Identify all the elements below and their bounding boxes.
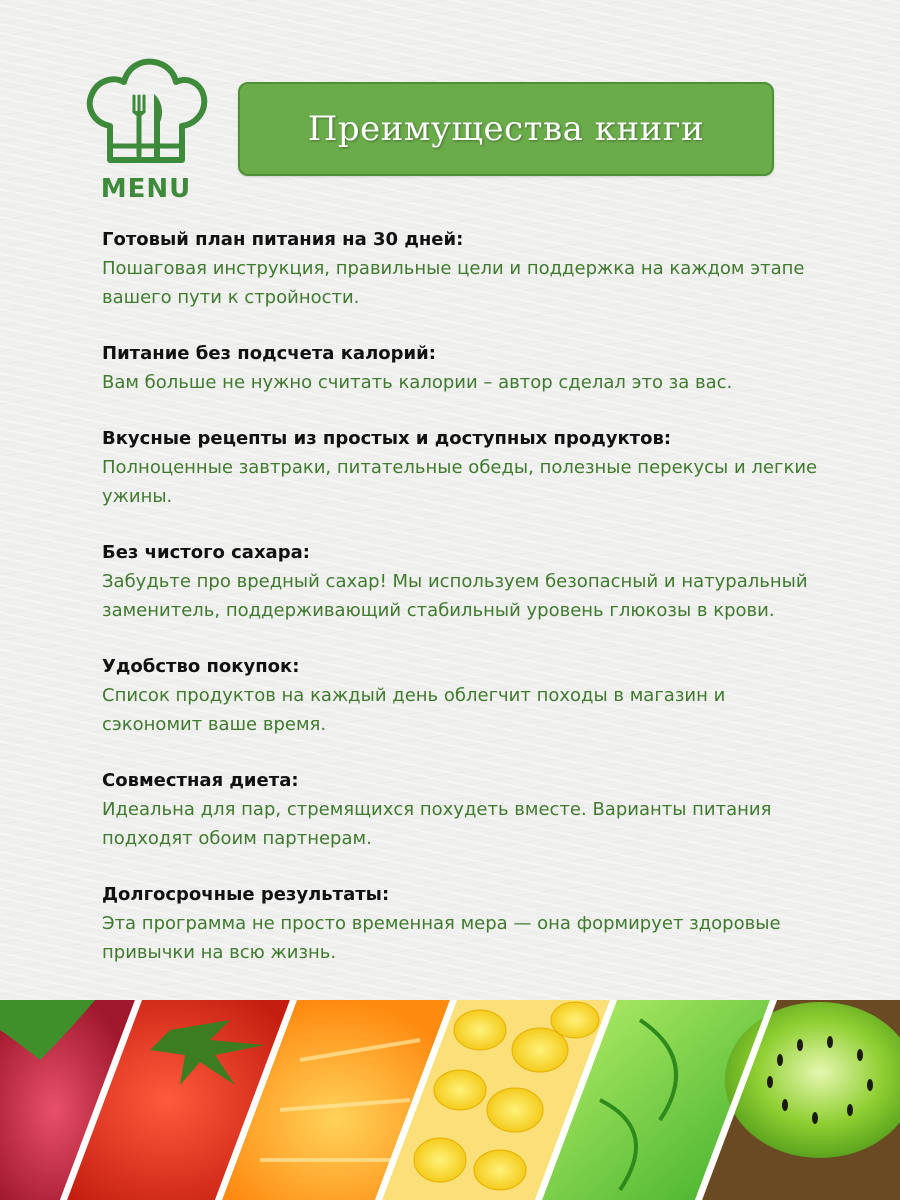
benefit-description: Забудьте про вредный сахар! Мы используем безопасный и натуральный заменитель, поддерживающий стабильный уровень глюкозы в крови. <box>102 571 808 621</box>
benefit-title: Питание без подсчета калорий: <box>102 343 436 364</box>
benefit-title: Без чистого сахара: <box>102 542 310 563</box>
chef-hat-cutlery-icon <box>82 56 210 176</box>
food-photo-strip <box>0 1000 900 1200</box>
benefit-title: Совместная диета: <box>102 770 299 791</box>
benefit-description: Эта программа не просто временная мера — она формирует здоровые привычки на всю жизнь. <box>102 913 781 963</box>
menu-logo-text: MENU <box>100 174 192 204</box>
benefit-title: Вкусные рецепты из простых и доступных продуктов: <box>102 428 672 449</box>
benefit-item <box>102 340 822 397</box>
page-title: Преимущества книги <box>307 109 705 149</box>
food-collage-image <box>0 1000 900 1200</box>
benefit-title: Удобство покупок: <box>102 656 300 677</box>
benefit-item <box>102 226 822 312</box>
benefits-list <box>102 226 822 995</box>
benefit-item <box>102 881 822 967</box>
benefit-item <box>102 767 822 853</box>
menu-logo <box>82 56 210 202</box>
benefit-item <box>102 653 822 739</box>
benefit-item <box>102 539 822 625</box>
benefit-title: Готовый план питания на 30 дней: <box>102 229 464 250</box>
benefit-description: Идеальна для пар, стремящихся похудеть вместе. Варианты питания подходят обоим партнерам. <box>102 799 772 849</box>
benefit-description: Пошаговая инструкция, правильные цели и поддержка на каждом этапе вашего пути к стройности. <box>102 258 805 308</box>
benefit-description: Список продуктов на каждый день облегчит походы в магазин и сэкономит ваше время. <box>102 685 726 735</box>
title-banner <box>238 82 774 176</box>
benefit-title: Долгосрочные результаты: <box>102 884 390 905</box>
benefit-item <box>102 425 822 511</box>
benefit-description: Полноценные завтраки, питательные обеды, полезные перекусы и легкие ужины. <box>102 457 818 507</box>
benefit-description: Вам больше не нужно считать калории – автор сделал это за вас. <box>102 372 733 393</box>
